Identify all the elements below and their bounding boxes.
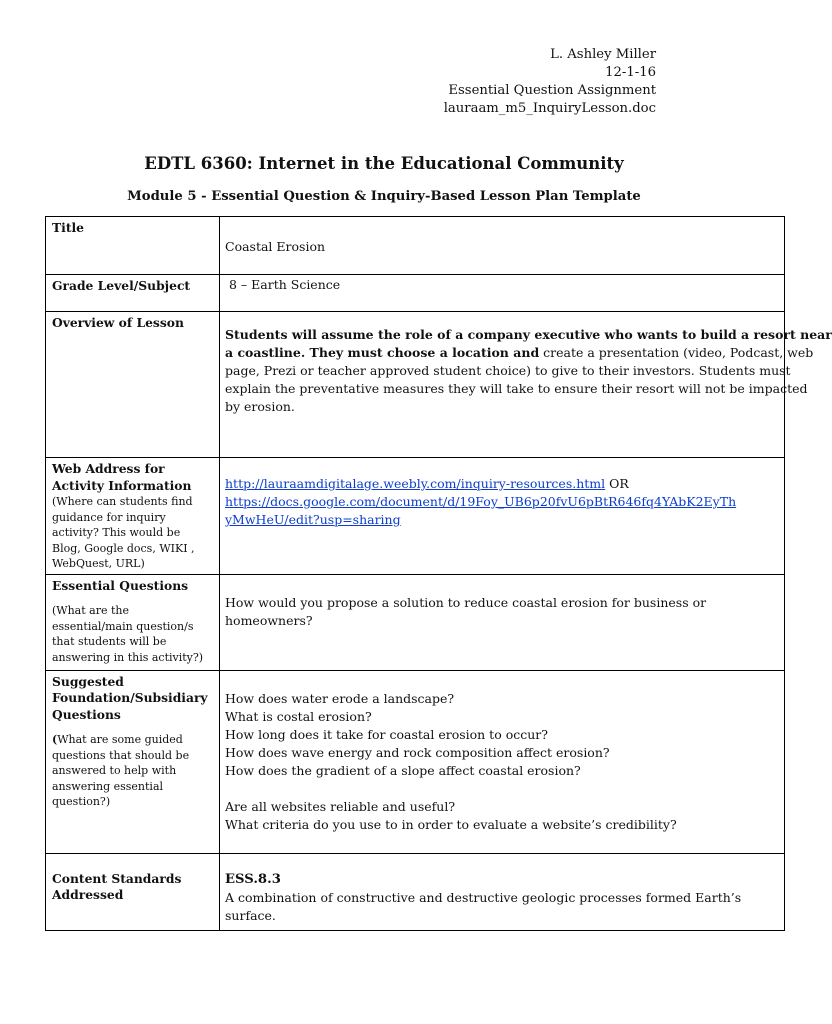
table-row-overview: [46, 312, 785, 458]
label-cell: [46, 853, 220, 930]
overview-line: Students will assume the role of a company executive who wants to build a resort near: [225, 327, 832, 342]
row-note: essential/main question/s: [52, 619, 194, 633]
label-cell: [46, 312, 220, 458]
overview-line: [225, 344, 814, 362]
row-note: guidance for inquiry: [52, 510, 166, 524]
row-label-web-address: Web Address for: [52, 461, 165, 476]
document-date: 12-1-16: [605, 65, 656, 80]
overview-text: [225, 312, 832, 416]
row-label-standards: Addressed: [52, 887, 124, 902]
label-cell: [46, 670, 220, 853]
table-row-suggested-questions: [46, 670, 785, 853]
row-label-suggested: Suggested: [52, 673, 124, 689]
overview-line-bold-part: a coastline. They must choose a location and: [225, 345, 540, 360]
subsidiary-questions: [225, 671, 784, 834]
assignment-name: Essential Question Assignment: [448, 83, 656, 98]
label-cell: [46, 275, 220, 312]
row-note: that students will be: [52, 635, 167, 648]
row-note: (Where can students find: [52, 495, 193, 508]
content-cell: [220, 458, 785, 575]
row-label-standards: Content Standards: [52, 870, 182, 886]
author-name: L. Ashley Miller: [550, 47, 656, 62]
overview-line: by erosion.: [225, 399, 295, 414]
row-note: Blog, Google docs, WIKI ,: [52, 541, 195, 555]
table-row-content-standards: [46, 853, 785, 930]
google-doc-link-continued[interactable]: yMwHeU/edit?usp=sharing: [225, 512, 401, 527]
content-cell: [220, 275, 785, 312]
essential-question-line: How would you propose a solution to reduce coastal erosion for business or: [225, 594, 707, 610]
or-text: OR: [605, 476, 629, 491]
table-row-essential-questions: [46, 574, 785, 670]
row-note: [52, 732, 214, 748]
essential-question-line: homeowners?: [225, 612, 313, 628]
standard-line: surface.: [225, 907, 276, 923]
row-note: answering essential: [52, 779, 164, 793]
grade-value: 8 – Earth Science: [229, 277, 341, 292]
row-label-overview: Overview of Lesson: [52, 315, 184, 330]
overview-line: page, Prezi or teacher approved student choice) to give to their investors. Students must: [225, 363, 791, 378]
web-links: [225, 458, 784, 529]
row-note: answered to help with: [52, 764, 177, 777]
row-note: (What are the: [52, 604, 129, 617]
list-item: How long does it take for coastal erosion to occur?: [225, 726, 548, 742]
content-cell: [220, 853, 785, 930]
resources-link[interactable]: http://lauraamdigitalage.weebly.com/inquiry-resources.html: [225, 476, 606, 491]
paren: (: [52, 733, 58, 746]
row-label-essential-questions: Essential Questions: [52, 577, 189, 593]
label-cell: [46, 574, 220, 670]
table-row-title: [46, 217, 785, 275]
content-cell: [220, 574, 785, 670]
row-label-suggested: Questions: [52, 706, 121, 722]
standards-text: [225, 854, 784, 925]
note-text: What are some guided: [57, 733, 183, 746]
standard-code: ESS.8.3: [225, 871, 281, 887]
list-item: What criteria do you use to in order to evaluate a website’s credibility?: [225, 816, 677, 832]
list-item: How does water erode a landscape?: [225, 690, 455, 706]
row-label-suggested: Foundation/Subsidiary: [52, 690, 208, 705]
row-label-grade: Grade Level/Subject: [52, 278, 191, 293]
table-row-web-address: [46, 458, 785, 575]
table-row-grade: [46, 275, 785, 312]
content-cell: [220, 670, 785, 853]
label-cell: [46, 458, 220, 575]
label-cell: [46, 217, 220, 275]
lesson-title-value: Coastal Erosion: [225, 239, 326, 254]
lesson-plan-table: [45, 216, 832, 931]
list-item: What is costal erosion?: [225, 708, 372, 724]
standard-line: A combination of constructive and destructive geologic processes formed Earth’s: [225, 889, 742, 905]
row-note: questions that should be: [52, 748, 190, 762]
page-subtitle: Module 5 - Essential Question & Inquiry-Based Lesson Plan Template: [127, 189, 641, 204]
web-link-line: [225, 475, 784, 493]
list-item: How does wave energy and rock composition affect erosion?: [225, 744, 610, 760]
overview-line-rest: create a presentation (video, Podcast, web: [539, 345, 814, 360]
content-cell: [220, 217, 785, 275]
page-title: EDTL 6360: Internet in the Educational Community: [144, 154, 624, 173]
file-name: lauraam_m5_InquiryLesson.doc: [443, 101, 656, 116]
google-doc-link[interactable]: https://docs.google.com/document/d/19Foy_UB6p20fvU6pBtR646fq4YAbK2EyTh: [225, 494, 737, 509]
content-cell: [220, 312, 832, 458]
overview-line: explain the preventative measures they will take to ensure their resort will not be impacted: [225, 381, 808, 396]
document-header: [444, 46, 656, 118]
list-item: How does the gradient of a slope affect coastal erosion?: [225, 762, 581, 778]
row-label-web-address: Activity Information: [52, 477, 192, 493]
row-note: WebQuest, URL): [52, 557, 145, 570]
list-item: Are all websites reliable and useful?: [225, 798, 456, 814]
row-note: answering in this activity?): [52, 650, 204, 664]
row-note: question?): [52, 795, 111, 808]
row-label-title: Title: [52, 220, 84, 235]
essential-question-text: [225, 575, 784, 630]
row-note: activity? This would be: [52, 526, 181, 539]
